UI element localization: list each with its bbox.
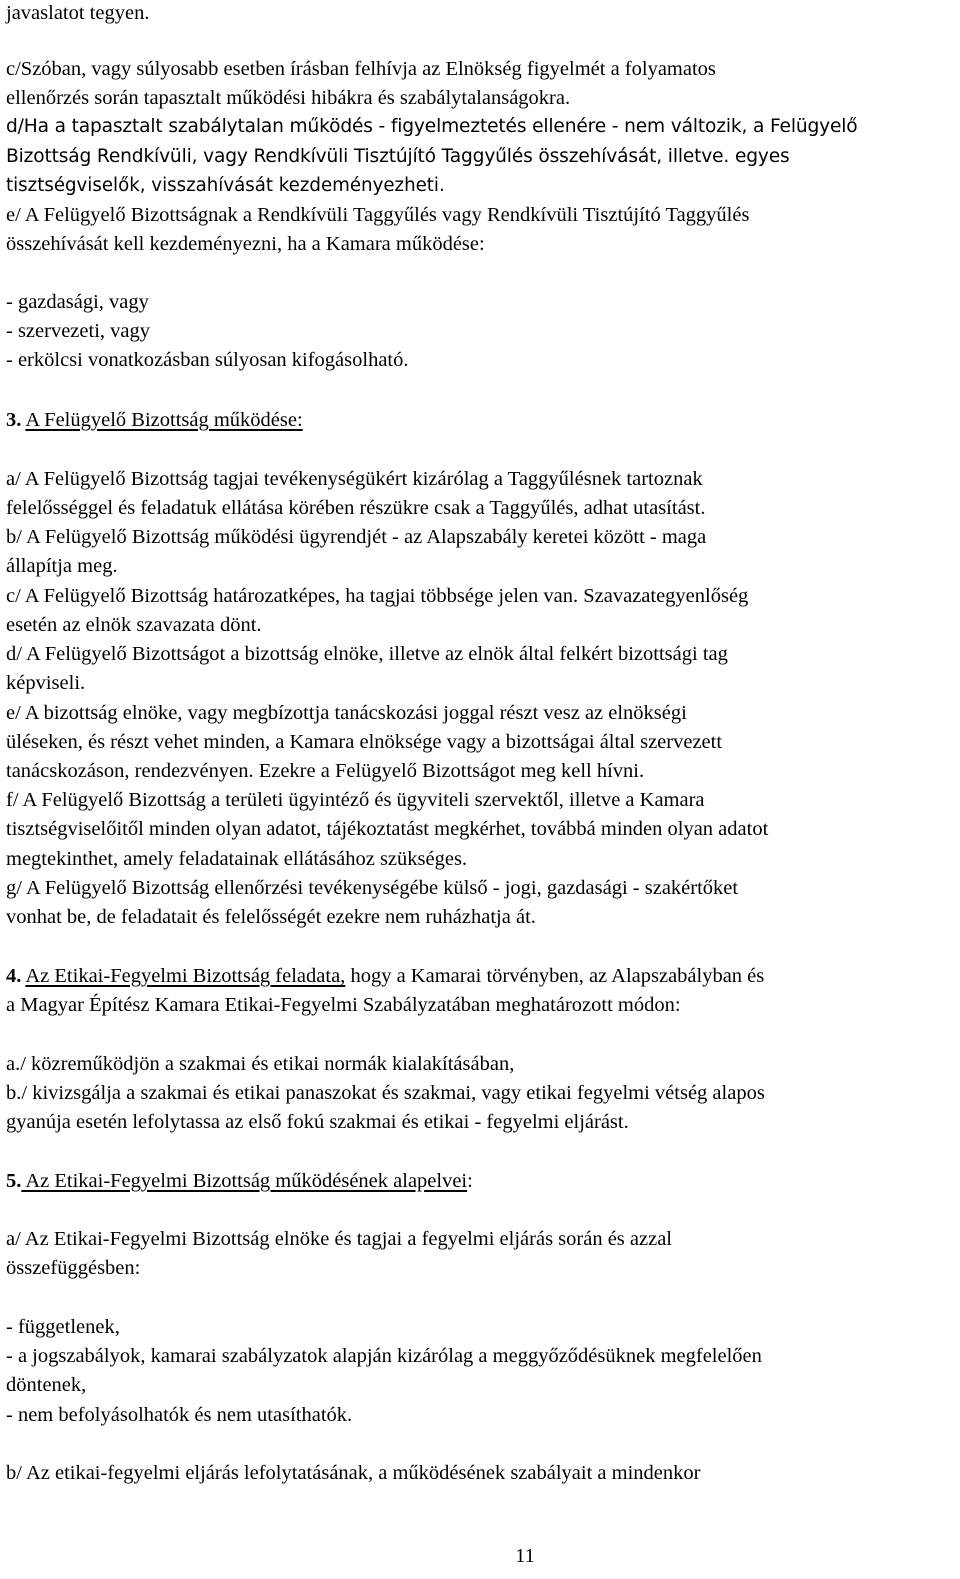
section-number: 5. [6,1170,22,1192]
text-line: b/ A Felügyelő Bizottság működési ügyrendjét - az Alapszabály keretei között - maga [6,526,707,548]
text-line: g/ A Felügyelő Bizottság ellenőrzési tevékenységébe külső - jogi, gazdasági - szakértőket [6,877,739,899]
section-number: 3. [6,409,22,431]
text-line: esetén az elnök szavazata dönt. [6,614,262,636]
list-item: - függetlenek, [6,1316,120,1338]
section-title: A Felügyelő Bizottság működése: [25,409,303,431]
section-title: Az Etikai-Fegyelmi Bizottság feladata, [25,965,346,987]
list-item: - a jogszabályok, kamarai szabályzatok alapján kizárólag a meggyőződésüknek megfelelően [6,1345,762,1367]
text-line: képviseli. [6,672,86,694]
section-title: Az Etikai-Fegyelmi Bizottság működésének alapelvei [21,1170,468,1192]
text-line: állapítja meg. [6,555,118,577]
section-heading-4 [6,963,764,989]
text-line: összehívását kell kezdeményezni, ha a Kamara működése: [6,233,485,255]
text-line: a/ A Felügyelő Bizottság tagjai tevékenységükért kizárólag a Taggyűlésnek tartoznak [6,468,703,490]
text-line: tisztségviselőitől minden olyan adatot, tájékoztatást megkérhet, továbbá minden olyan adatot [6,818,769,840]
text-line: tanácskozáson, rendezvényen. Ezekre a Felügyelő Bizottságot meg kell hívni. [6,760,645,782]
text-line: f/ A Felügyelő Bizottság a területi ügyintéző és ügyviteli szervektől, illetve a Kamara [6,789,705,811]
text-line: Bizottság Rendkívüli, vagy Rendkívüli Tisztújító Taggyűlés összehívását, illetve. egyes [6,146,790,167]
text-line: a Magyar Építész Kamara Etikai-Fegyelmi Szabályzatában meghatározott módon: [6,994,681,1016]
section-heading-colon: : [467,1170,473,1192]
text-line: c/ A Felügyelő Bizottság határozatképes, ha tagjai többsége jelen van. Szavazategyenlőség [6,585,749,607]
list-item: - szervezeti, vagy [6,320,150,342]
text-line: d/Ha a tapasztalt szabálytalan működés - figyelmeztetés ellenére - nem változik, a Felügyelő [6,116,858,137]
page-number: 11 [515,1545,535,1567]
text-line: összefüggésben: [6,1257,141,1279]
list-item: b./ kivizsgálja a szakmai és etikai panaszokat és szakmai, vagy etikai fegyelmi vétség alapos [6,1082,765,1104]
text-line: d/ A Felügyelő Bizottságot a bizottság elnöke, illetve az elnök által felkért bizottsági tag [6,643,728,665]
text-line: megtekinthet, amely feladatainak ellátásához szükséges. [6,848,468,870]
text-line: a/ Az Etikai-Fegyelmi Bizottság elnöke és tagjai a fegyelmi eljárás során és azzal [6,1228,672,1250]
list-item: a./ közreműködjön a szakmai és etikai normák kialakításában, [6,1053,515,1075]
text-line: c/Szóban, vagy súlyosabb esetben írásban felhívja az Elnökség figyelmét a folyamatos [6,58,716,80]
text-line: vonhat be, de feladatait és felelősségét ezekre nem ruházhatja át. [6,906,536,928]
text-line: felelősséggel és feladatuk ellátása körében részükre csak a Taggyűlés, adhat utasítást. [6,497,706,519]
text-line: üléseken, és részt vehet minden, a Kamara elnöksége vagy a bizottságai által szervezett [6,731,723,753]
list-item: - erkölcsi vonatkozásban súlyosan kifogásolható. [6,349,409,371]
text-line: döntenek, [6,1374,87,1396]
section-heading-5 [6,1168,473,1194]
text-line: e/ A bizottság elnöke, vagy megbízottja tanácskozási joggal részt vesz az elnökségi [6,702,687,724]
text-line: tisztségviselők, visszahívását kezdeményezheti. [6,175,445,196]
section-heading-rest: hogy a Kamarai törvényben, az Alapszabályban és [345,965,765,987]
text-line: javaslatot tegyen. [6,2,150,24]
text-line: b/ Az etikai-fegyelmi eljárás lefolytatásának, a működésének szabályait a mindenkor [6,1462,701,1484]
text-line: e/ A Felügyelő Bizottságnak a Rendkívüli Taggyűlés vagy Rendkívüli Tisztújító Taggyűlés [6,204,750,226]
text-line: ellenőrzés során tapasztalt működési hibákra és szabálytalanságokra. [6,87,571,109]
text-line: gyanúja esetén lefolytassa az első fokú szakmai és etikai - fegyelmi eljárást. [6,1111,629,1133]
list-item: - nem befolyásolhatók és nem utasíthatók. [6,1404,353,1426]
section-heading-3 [6,407,303,433]
list-item: - gazdasági, vagy [6,291,149,313]
section-number: 4. [6,965,22,987]
